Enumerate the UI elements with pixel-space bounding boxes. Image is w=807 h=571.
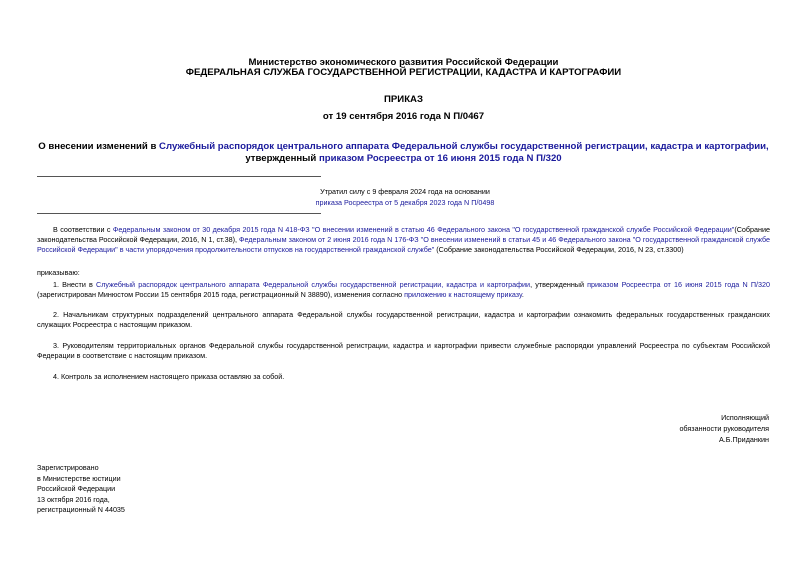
document-title [30,141,777,165]
registration-line-4: 13 октября 2016 года, [37,494,110,504]
order-word: приказываю: [37,268,80,277]
ministry-heading: Министерство экономического развития Российской Федерации [248,57,559,68]
document-type: ПРИКАЗ [384,94,423,105]
registration-block [37,463,257,516]
preamble-text-1: В соответствии с [53,225,113,234]
preamble-paragraph [37,225,770,255]
divider-bottom [37,213,321,214]
divider-top [37,176,321,177]
item-1-link-order-p320[interactable]: приказом Росреестра от 16 июня 2015 года N П/320 [587,280,770,289]
item-1-text-1: 1. Внести в [53,280,96,289]
service-heading: ФЕДЕРАЛЬНАЯ СЛУЖБА ГОСУДАРСТВЕННОЙ РЕГИСТРАЦИИ, КАДАСТРА И КАРТОГРАФИИ [185,67,622,78]
preamble-text-2: (Собрание законодательства Российской Федерации, 2016, N 1, ст.38), [37,225,771,244]
registration-line-2: в Министерстве юстиции [37,473,121,483]
signature-block [569,413,769,445]
item-2-paragraph: 2. Начальникам структурных подразделений центрального аппарата Федеральной службы государственной регистрации, кадастра и картографии ознакомить федеральных государственных гражданских служащих Росреестра с настоящим приказом. [37,310,770,329]
registration-line-3: Российской Федерации [37,484,116,494]
item-4-paragraph: 4. Контроль за исполнением настоящего приказа оставляю за собой. [53,372,285,381]
item-1-text-2: , утвержденный [530,280,588,289]
title-text-1: О внесении изменений в [38,141,160,152]
signature-line-1: Исполняющий [721,413,769,422]
registration-line-1: Зарегистрировано [37,463,99,472]
item-3-paragraph: 3. Руководителям территориальных органов Федеральной службы государственной регистрации, кадастра и картографии привести служебные распорядки управлений Росреестра по субъектам Российской Федерации в соответствие с настоящим приказом. [37,341,770,360]
status-note-text: Утратил силу с 9 февраля 2024 года на основании [320,187,490,196]
title-link-service-regulations[interactable]: Служебный распорядок центрального аппарата Федеральной службы государственной регистрации, кадастра и картографии, [159,141,769,152]
title-text-2: утвержденный [245,153,319,164]
signature-name: А.Б.Приданкин [719,434,769,444]
status-note [305,186,505,208]
item-1-link-regulations[interactable]: Служебный распорядок центрального аппарата Федеральной службы государственной регистрации, кадастра и картографии [96,280,531,289]
item-1-link-appendix[interactable]: приложению к настоящему приказу [404,290,522,299]
preamble-link-law-418[interactable]: Федеральным законом от 30 декабря 2015 года N 418-ФЗ "О внесении изменений в статью 46 Федерального закона "О государственной гражданской службе Российской Федерации" [112,225,735,234]
document-date-number: от 19 сентября 2016 года N П/0467 [322,111,485,122]
item-1-paragraph [37,280,770,300]
preamble-text-3: (Собрание законодательства Российской Федерации, 2016, N 23, ст.3300) [434,245,684,254]
preamble-link-law-176[interactable]: Федеральным законом от 2 июня 2016 года N 176-ФЗ "О внесении изменений в статьи 45 и 46 Федерального закона "О государственной гражданской службе Российской Федерации" в части упорядочения продолжительности отпусков на государственной гражданской службе" [37,235,770,254]
signature-line-2: обязанности руководителя [679,423,769,433]
item-1-text-4: . [521,290,524,299]
status-note-link[interactable]: приказа Росреестра от 5 декабря 2023 года N П/0498 [315,198,495,207]
item-1-text-3: (зарегистрирован Минюстом России 15 сентября 2015 года, регистрационный N 38890), изменения согласно [37,290,405,299]
title-link-order-p320[interactable]: приказом Росреестра от 16 июня 2015 года N П/320 [318,153,562,164]
registration-line-5: регистрационный N 44035 [37,505,125,515]
